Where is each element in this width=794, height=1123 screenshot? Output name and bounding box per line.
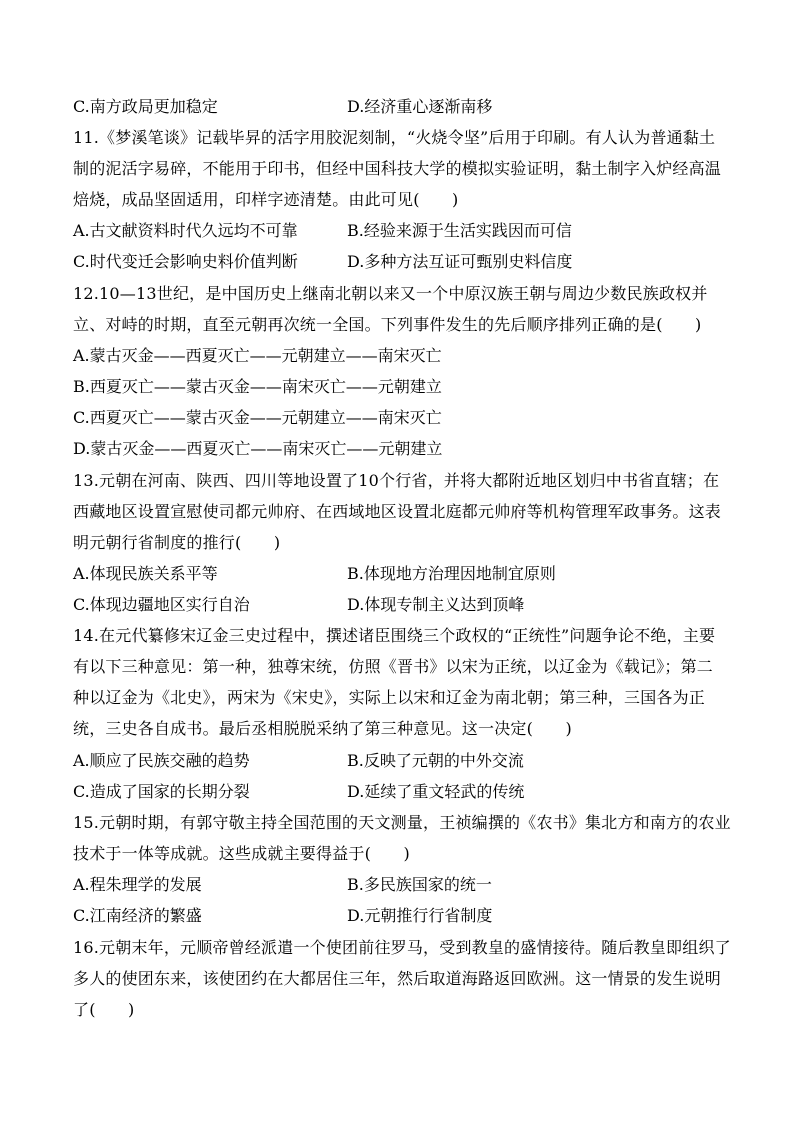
q14-stem-line-2: 有以下三种意见：第一种，独尊宋统，仿照《晋书》以宋为正统，以辽金为《载记》；第二 xyxy=(73,657,714,676)
q12-option-c: C.西夏灭亡——蒙古灭金——元朝建立——南宋灭亡 xyxy=(73,408,442,427)
q16-stem-line-3: 了( ) xyxy=(73,1000,135,1019)
q14-option-a: A.顺应了民族交融的趋势 xyxy=(73,751,250,770)
q15-option-c: C.江南经济的繁盛 xyxy=(73,906,202,925)
q14-option-b: B.反映了元朝的中外交流 xyxy=(347,751,524,770)
q15-stem-line-2: 技术于一体等成就。这些成就主要得益于( ) xyxy=(73,844,410,863)
q12-option-a: A.蒙古灭金——西夏灭亡——元朝建立——南宋灭亡 xyxy=(73,346,442,365)
q12-option-d: D.蒙古灭金——西夏灭亡——南宋灭亡——元朝建立 xyxy=(73,439,443,458)
q14-stem-line-3: 种以辽金为《北史》，两宋为《宋史》，实际上以宋和辽金为南北朝；第三种，三国各为正 xyxy=(73,688,706,707)
q14-stem-line-4: 统，三史各自成书。最后丞相脱脱采纳了第三种意见。这一决定( ) xyxy=(73,719,572,738)
q11-option-c: C.时代变迁会影响史料价值判断 xyxy=(73,252,298,271)
q12-stem-line-1: 12.10—13世纪，是中国历史上继南北朝以来又一个中原汉族王朝与周边少数民族政权并 xyxy=(73,284,708,303)
q11-option-d: D.多种方法互证可甄别史料信度 xyxy=(347,252,573,271)
q16-stem-line-2: 多人的使团东来，该使团约在大都居住三年，然后取道海路返回欧洲。这一情景的发生说明 xyxy=(73,969,722,988)
q13-option-c: C.体现边疆地区实行自治 xyxy=(73,595,250,614)
q10-option-d: D.经济重心逐渐南移 xyxy=(347,97,493,116)
q15-stem-line-1: 15.元朝时期，有郭守敬主持全国范围的天文测量，王祯编撰的《农书》集北方和南方的农业 xyxy=(73,813,731,832)
q14-option-c: C.造成了国家的长期分裂 xyxy=(73,782,250,801)
q13-stem-line-1: 13.元朝在河南、陕西、四川等地设置了10个行省，并将大都附近地区划归中书省直辖；在 xyxy=(73,471,720,490)
q13-option-b: B.体现地方治理因地制宜原则 xyxy=(347,564,556,583)
q16-stem-line-1: 16.元朝末年，元顺帝曾经派遣一个使团前往罗马，受到教皇的盛情接待。随后教皇即组织了 xyxy=(73,938,731,957)
q13-option-d: D.体现专制主义达到顶峰 xyxy=(347,595,525,614)
q10-option-c: C.南方政局更加稳定 xyxy=(73,97,218,116)
q12-option-b: B.西夏灭亡——蒙古灭金——南宋灭亡——元朝建立 xyxy=(73,377,442,396)
q15-option-d: D.元朝推行行省制度 xyxy=(347,906,493,925)
q11-stem-line-3: 焙烧，成品坚固适用，印样字迹清楚。由此可见( ) xyxy=(73,190,459,209)
q14-stem-line-1: 14.在元代纂修宋辽金三史过程中，撰述诸臣围绕三个政权的“正统性”问题争论不绝，主要 xyxy=(73,626,716,645)
q14-option-d: D.延续了重文轻武的传统 xyxy=(347,782,525,801)
q13-stem-line-3: 明元朝行省制度的推行( ) xyxy=(73,533,281,552)
q15-option-a: A.程朱理学的发展 xyxy=(73,875,202,894)
q15-option-b: B.多民族国家的统一 xyxy=(347,875,492,894)
q11-stem-line-1: 11.《梦溪笔谈》记载毕昇的活字用胶泥刻制，“火烧令坚”后用于印刷。有人认为普通黏土 xyxy=(73,128,716,147)
q12-stem-line-2: 立、对峙的时期，直至元朝再次统一全国。下列事件发生的先后顺序排列正确的是( ) xyxy=(73,315,702,334)
q13-stem-line-2: 西藏地区设置宣慰使司都元帅府、在西域地区设置北庭都元帅府等机构管理军政事务。这表 xyxy=(73,502,722,521)
q13-option-a: A.体现民族关系平等 xyxy=(73,564,218,583)
q11-option-b: B.经验来源于生活实践因而可信 xyxy=(347,221,572,240)
q11-option-a: A.古文献资料时代久远均不可靠 xyxy=(73,221,298,240)
q11-stem-line-2: 制的泥活字易碎，不能用于印书，但经中国科技大学的模拟实验证明，黏土制字入炉经高温 xyxy=(73,159,722,178)
